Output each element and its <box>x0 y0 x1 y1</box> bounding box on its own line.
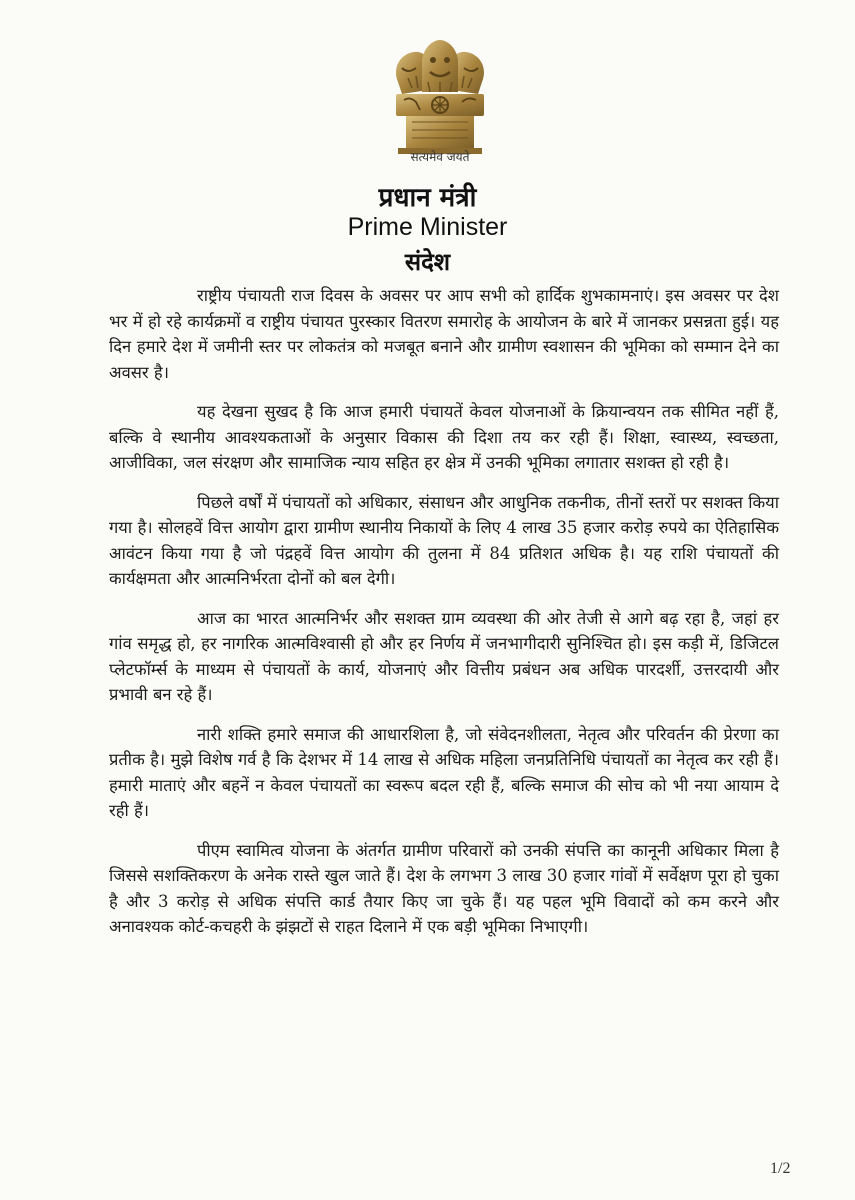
paragraph-1: राष्ट्रीय पंचायती राज दिवस के अवसर पर आप सभी को हार्दिक शुभकामनाएं। इस अवसर पर देश भर में हो रहे कार्यक्रमों व राष्ट्रीय पंचायत पुरस्कार वितरण समारोह के आयोजन के बारे में जानकर प्रसन्नता हुई। यह दिन हमारे देश में जमीनी स्तर पर लोकतंत्र को मजबूत बनाने और ग्रामीण स्वशासन की भूमिका को सम्मान देने का अवसर है। <box>109 286 779 382</box>
paragraph-4: आज का भारत आत्मनिर्भर और सशक्त ग्राम व्यवस्था की ओर तेजी से आगे बढ़ रहा है, जहां हर गांव समृद्ध हो, हर नागरिक आत्मविश्वासी हो और हर निर्णय में जनभागीदारी सुनिश्चित हो। इस कड़ी में, डिजिटल प्लेटफॉर्म्स के माध्यम से पंचायतों के कार्य, योजनाएं और वित्तीय प्रबंधन अब अधिक पारदर्शी, उत्तरदायी और प्रभावी बन रहे हैं। <box>109 608 779 704</box>
paragraph-5: नारी शक्ति हमारे समाज की आधारशिला है, जो संवेदनशीलता, नेतृत्व और परिवर्तन की प्रेरणा का प्रतीक है। मुझे विशेष गर्व है कि देशभर में 14 लाख से अधिक महिला जनप्रतिनिधि पंचायतों का नेतृत्व कर रही हैं। हमारी माताएं और बहनें न केवल पंचायतों का स्वरूप बदल रही हैं, बल्कि समाज की सोच को भी नया आयाम दे रही हैं। <box>109 724 779 820</box>
page-number: 1/2 <box>770 1160 791 1177</box>
title-english: Prime Minister <box>347 213 508 241</box>
national-emblem-icon <box>378 38 502 156</box>
paragraph-2: यह देखना सुखद है कि आज हमारी पंचायतें केवल योजनाओं के क्रियान्वयन तक सीमित नहीं हैं, बल्कि वे स्थानीय आवश्यकताओं के अनुसार विकास की दिशा तय कर रही हैं। शिक्षा, स्वास्थ्य, स्वच्छता, आजीविका, जल संरक्षण और सामाजिक न्याय सहित हर क्षेत्र में उनकी भूमिका लगातार सशक्त हो रही है। <box>109 402 779 472</box>
message-body <box>109 283 779 954</box>
message-heading: संदेश <box>404 247 451 276</box>
emblem-motto: सत्यमेव जयते <box>410 150 470 164</box>
paragraph-6: पीएम स्वामित्व योजना के अंतर्गत ग्रामीण परिवारों को उनकी संपत्ति का कानूनी अधिकार मिला है जिससे सशक्तिकरण के अनेक रास्ते खुल जाते हैं। देश के लगभग 3 लाख 30 हजार गांवों में सर्वेक्षण पूरा हो चुका है और 3 करोड़ से अधिक संपत्ति कार्ड तैयार किए जा चुके हैं। यह पहल भूमि विवादों को कम करने और अनावश्यक कोर्ट-कचहरी के झंझटों से राहत दिलाने में एक बड़ी भूमिका निभाएगी। <box>109 840 779 936</box>
paragraph-3: पिछले वर्षों में पंचायतों को अधिकार, संसाधन और आधुनिक तकनीक, तीनों स्तरों पर सशक्त किया गया है। सोलहवें वित्त आयोग द्वारा ग्रामीण स्थानीय निकायों के लिए 4 लाख 35 हजार करोड़ रुपये का ऐतिहासिक आवंटन किया गया है जो पंद्रहवें वित्त आयोग की तुलना में 84 प्रतिशत अधिक है। यह राशि पंचायतों की कार्यक्षमता और आत्मनिर्भरता दोनों को बल देगी। <box>109 492 779 588</box>
title-hindi: प्रधान मंत्री <box>378 183 477 213</box>
